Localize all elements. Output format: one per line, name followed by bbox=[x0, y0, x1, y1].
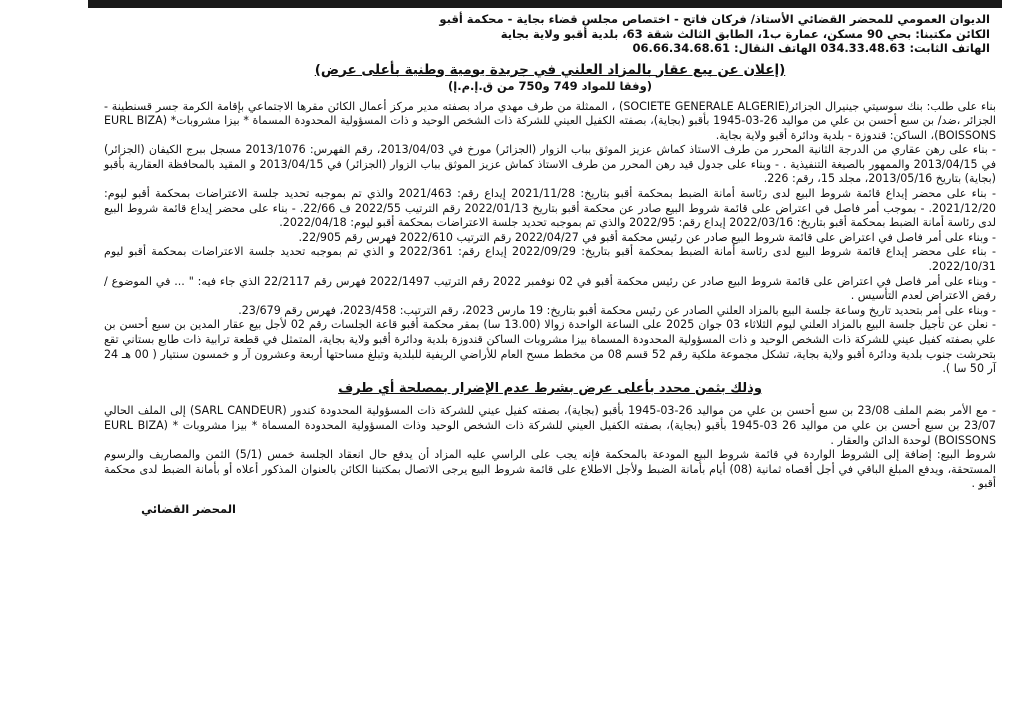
paragraph-deposit-2: - بناء على محضر إيداع قائمة شروط البيع لدى رئاسة أمانة الضبط بمحكمة أقبو بتاريخ: 2022/09/29 إيداع رقم: 2022/361 و الذي تم بموجبه تحديد جلسة الاعتراضات بمحكمة أقبو ليوم 2022/10/31. bbox=[104, 245, 996, 274]
notice-title: (إعلان عن بيع عقار بالمزاد العلني في جريدة يومية وطنية بأعلى عرض) bbox=[314, 61, 786, 78]
paragraph-postponement: - نعلن عن تأجيل جلسة البيع بالمزاد العلني ليوم الثلاثاء 03 جوان 2025 على الساعة الواحدة زوالا (13.00 سا) بمقر محكمة أقبو قاعة الجلسات رقم 02 لأجل بيع عقار المدين بن سبع أحسن بن علي بصفته كفيل عيني للشركة ذات الشخص الوحيد و ذات المسؤولية المحدودة المسماة بيزا مشروبات الساكن قندوزة بلدية ودائرة أقبو ولاية بجاية، المتمثل في قطعة ترابية ذات طابع بستاني تقع بتحرشت جنوب بلدية ودائرة أقبو ولاية بجاية، تشكل مجموعة ملكية رقم 52 قسم 08 من مخطط مسح العام للأراضي الريفية للبلدية وتبلغ مساحتها أربعة وعشرون آر و خمسون سنتيار ( 00 هـ 24 آر 50 سا ). bbox=[104, 318, 997, 376]
header-line-3: الهاتف الثابت: 034.33.48.63 الهاتف النقال: 06.66.34.68.61 bbox=[632, 41, 990, 55]
paragraph-sale-date-order: - وبناء على أمر بتحديد تاريخ وساعة جلسة البيع بالمزاد العلني الصادر عن رئيس محكمة أقبو بتاريخ: 19 مارس 2023، رقم الترتيب: 2023/458، فهرس رقم 23/679. bbox=[238, 303, 996, 317]
paragraph-sale-conditions: شروط البيع: إضافة إلى الشروط الواردة في قائمة شروط البيع المودعة بالمحكمة فإنه يجب على الراسي عليه المزاد أن يدفع حال انعقاد الجلسة خمس (5/1) الثمن والمصاريف والرسوم المستحقة، ويدفع المبلغ الباقي في أجل أقصاه ثمانية (08) أيام بأمانة الضبط ولأجل الاطلاع على قائمة شروط البيع يرجى الاتصال بمكتبنا الكائن بالعنوان المذكور أعلاه أو بأمانة الضبط لدى محكمة أقبو . bbox=[104, 448, 996, 491]
notice-sheet bbox=[104, 12, 996, 516]
office-header bbox=[104, 12, 990, 56]
notice-body bbox=[104, 100, 996, 492]
paragraph-order-2: - وبناء على أمر فاصل في اعتراض على قائمة شروط البيع صادر عن رئيس محكمة أقبو في 02 نوفمبر 2022 رقم الترتيب 2022/1497 فهرس رقم 22/2117 الذي جاء فيه: " ... في الموضوع / رفض الاعتراض لعدم التأسيس . bbox=[104, 274, 996, 303]
header-line-2: الكائن مكتبنا: بحي 90 مسكن، عمارة ب1، الطابق الثالث شقة 63، بلدية أقبو ولاية بجاية bbox=[500, 26, 990, 41]
paragraph-deposit-1: - بناء على محضر إيداع قائمة شروط البيع لدى رئاسة أمانة الضبط بمحكمة أقبو بتاريخ: 2021/11/28 إيداع رقم: 2021/463 والذي تم بموجبه تحديد جلسة الاعتراضات بمحكمة أقبو ليوم: 2021/12/20. - بموجب أمر فاصل في اعتراض على قائمة شروط البيع صادر عن محكمة أقبو بتاريخ 2022/01/13 رقم الترتيب 2022/55 ف 22/66. - بناء على محضر إيداع قائمة شروط البيع لدى رئاسة أمانة الضبط بمحكمة أقبو بتاريخ: 2022/03/16 إيداع رقم: 2022/95 والذي تم بموجبه تحديد جلسة الاعتراضات بمحكمة أقبو ليوم: 2022/04/18. bbox=[104, 187, 996, 230]
paragraph-petitioner: بناء على طلب: بنك سوسيتي جينيرال الجزائر(SOCIETE GENERALE ALGERIE) ، الممثلة من طرف مهدي مراد بصفته مدير مركز أعمال الكائن مقرها الاجتماعي بإقامة الكرمة جسر قسنطينة - الجزائر ،ضد/ بن سبع أحسن بن علي من مواليد 26-03-1945 بأقبو (بجاية)، بصفته الكفيل العيني للشركة ذات الشخص الوحيد و ذات المسؤولية المحدودة المسماة * بيزا مشروبات* (EURL BIZA BOISSONS)، الساكن: قندوزة - بلدية ودائرة أقبو ولاية بجاية. bbox=[104, 99, 996, 142]
bailiff-signature: المحضر القضائي bbox=[141, 501, 236, 516]
paragraph-mortgage: - بناء على رهن عقاري من الدرجة الثانية المحرر من طرف الاستاذ كماش عزيز الموثق بباب الزوار (الجزائر) مورخ في 2013/04/03، رقم الفهرس: 2013/1076 مسجل ببرج الكيفان (الجزائر) في 2013/04/15 والممهور بالصيغة التنفيذية . - وبناء على جدول قيد رهن المحرر من طرف الاستاذ كماش عزيز الموثق بباب الزوار (الجزائر) في 2013/04/15 و المقيد بالمحافظة العقارية بأقبو (بجاية) بتاريخ 2013/05/16، مجلد 15، رقم: 226. bbox=[104, 143, 997, 186]
price-condition-heading: وذلك بثمن محدد بأعلى عرض بشرط عدم الإضرار بمصلحة أي طرف bbox=[338, 380, 762, 396]
paragraph-file-merge: - مع الأمر بضم الملف 23/08 بن سبع أحسن بن علي من مواليد 26-03-1945 بأقبو (بجاية)، بصفته كفيل عيني للشركة ذات المسؤولية المحدودة كندور (SARL CANDEUR) إلى الملف الحالي 23/07 بن سبع أحسن بن علي من مواليد 26 03-1945 بأقبو (بجاية)، بصفته الكفيل العيني للشركة ذات الشخص الوحيد وذات المسؤولية المحدودة المسماة * بيزا مشروبات * (EURL BIZA BOISSONS) لوحدة الدائن والعقار . bbox=[104, 404, 996, 447]
notice-subtitle: (وفقا للمواد 749 و750 من ق.إ.م.إ) bbox=[448, 78, 652, 93]
header-line-1: الديوان العمومي للمحضر القضائي الأستاذ/ فركان فاتح - اختصاص مجلس قضاء بجاية - محكمة أقبو bbox=[439, 12, 990, 26]
top-black-bar bbox=[88, 0, 1002, 8]
paragraph-order-1: - وبناء على أمر فاصل في اعتراض على قائمة شروط البيع صادر عن رئيس محكمة أقبو في 2022/04/27 رقم الترتيب 2022/610 فهرس رقم 22/905. bbox=[298, 230, 996, 244]
